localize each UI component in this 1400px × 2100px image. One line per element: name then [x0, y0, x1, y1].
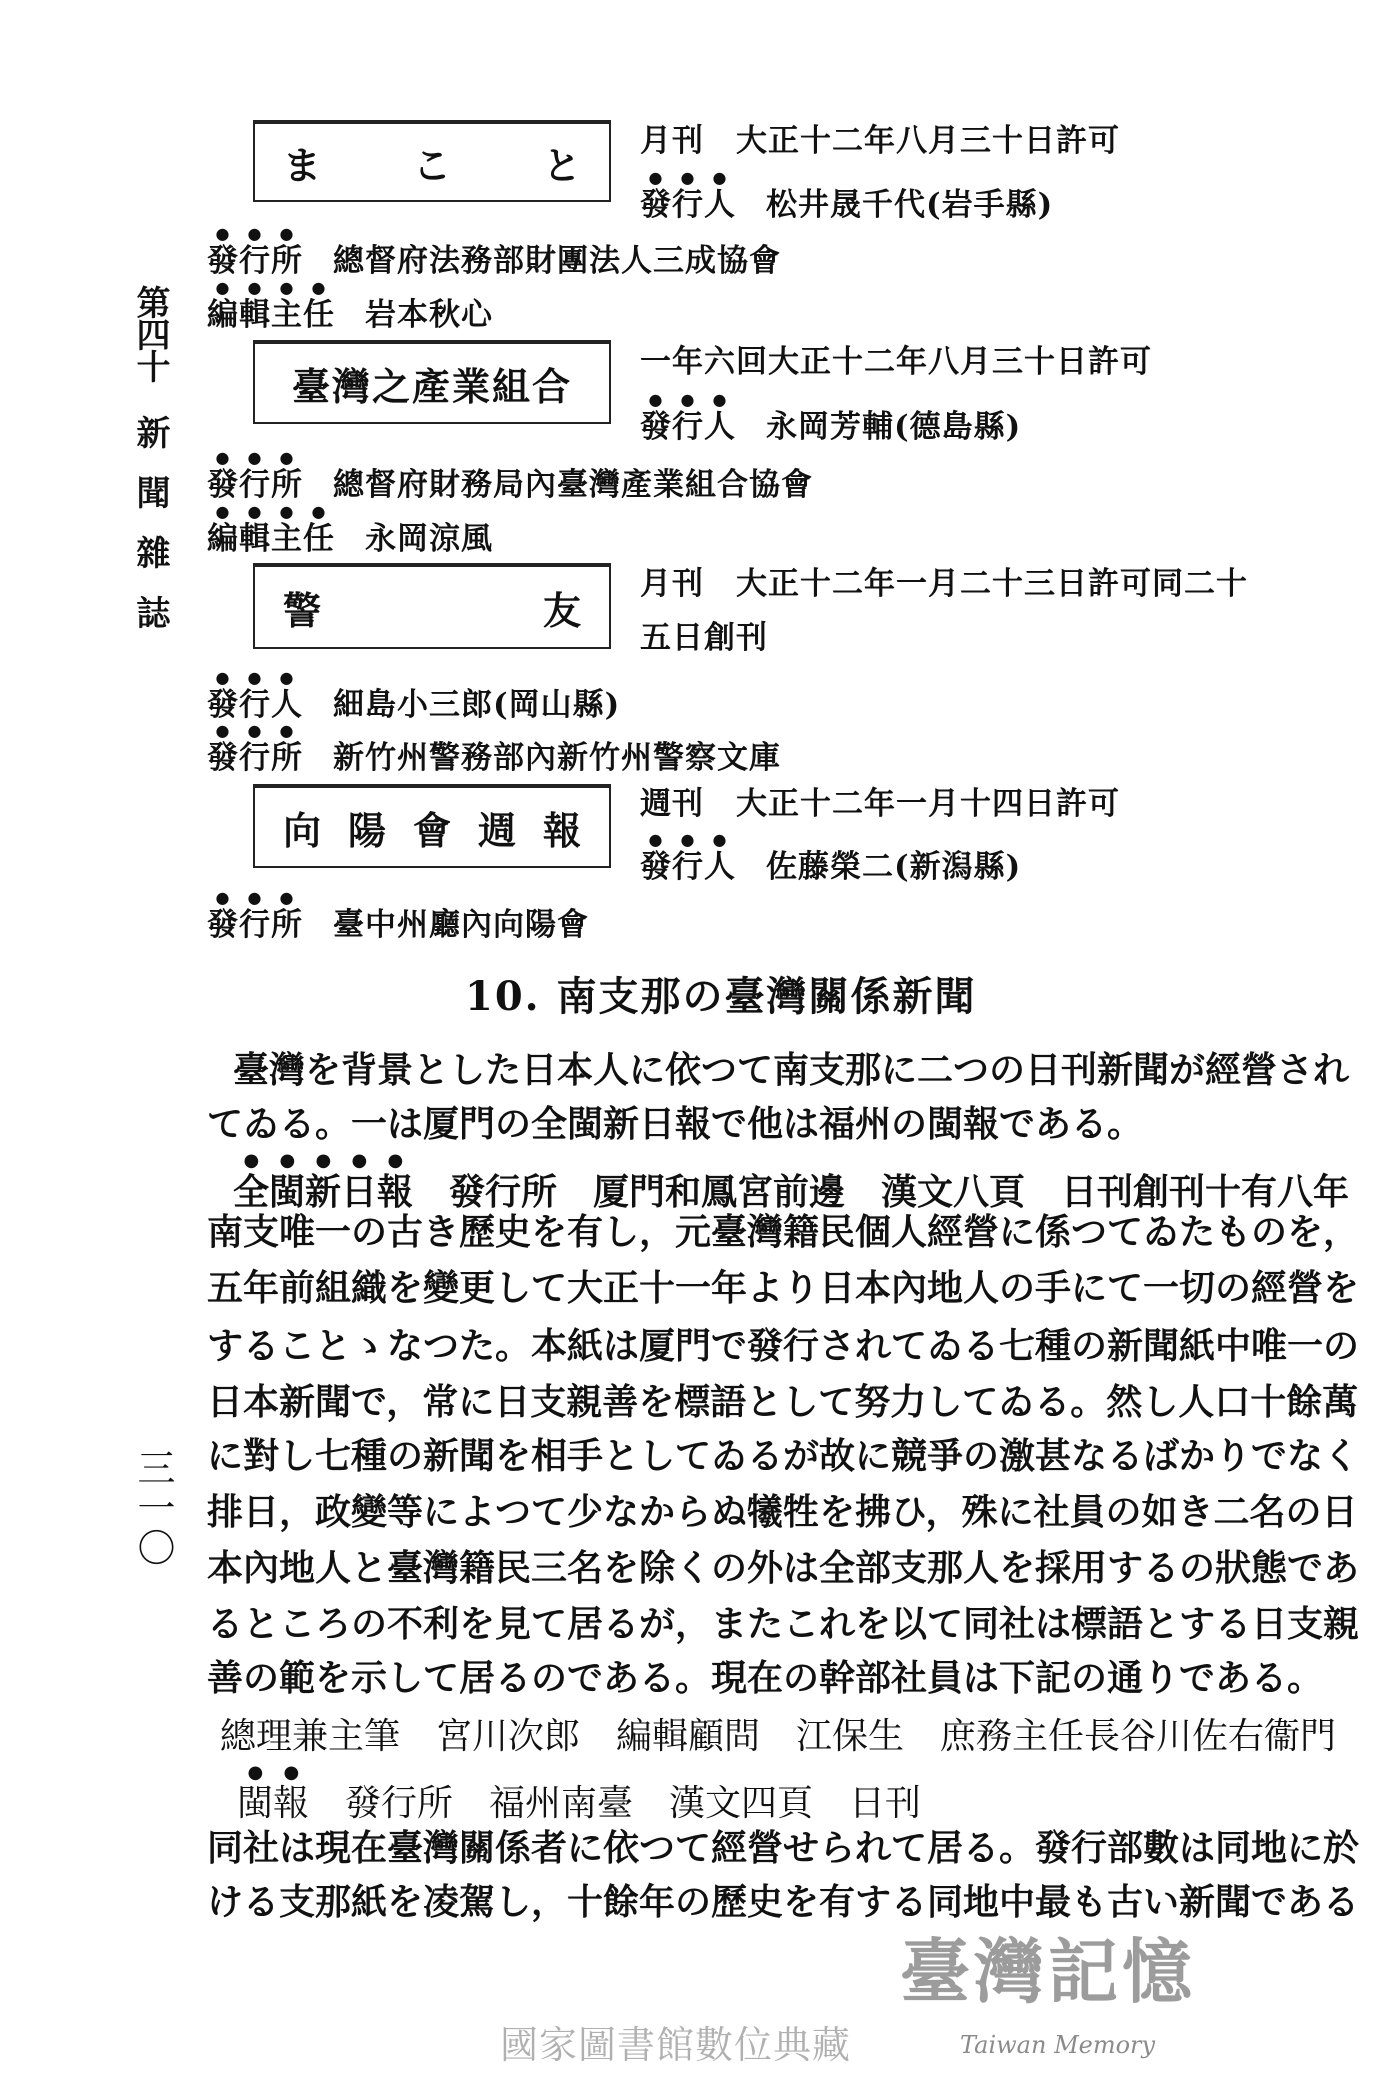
entry1-publisher: [640, 168, 1053, 224]
body-line: することゝなつた。本紙は厦門で發行されてゐる七種の新聞紙中唯一の: [207, 1325, 1360, 1367]
title-char: 週: [477, 807, 516, 853]
entry4-publisher: [640, 830, 1021, 886]
title-box-sangyo: [253, 340, 611, 424]
value: 永岡涼風: [365, 521, 493, 557]
body-line: 南支唯一の古き歷史を有し，元臺灣籍民個人經營に係つてゐたものを，: [207, 1211, 1360, 1253]
watermark-subtitle: Taiwan Memory: [960, 2031, 1156, 2059]
page-number: 三一〇: [131, 1448, 175, 1568]
label: 編輯主任: [207, 297, 335, 333]
title-char: 報: [542, 807, 581, 853]
value: 佐藤榮二(新潟縣): [766, 849, 1022, 885]
title-char: こ: [412, 142, 451, 188]
label: 發行所: [207, 907, 303, 943]
side-volume: 第四十: [130, 285, 170, 381]
value: 新竹州警務部內新竹州警察文庫: [333, 740, 781, 776]
entry4-permit: 週刊 大正十二年一月十四日許可: [640, 786, 1120, 822]
entry3-office: [207, 721, 781, 777]
body-line: 善の範を示して居るのである。現在の幹部社員は下記の通りである。: [207, 1657, 1324, 1699]
watermark-logo: 臺灣記憶: [900, 1930, 1196, 2013]
label: 發行所: [207, 740, 303, 776]
entry1-permit: 月刊 大正十二年八月三十日許可: [640, 123, 1120, 159]
label: 發行人: [207, 687, 303, 723]
body-line: るところの不利を見て居るが，またこれを以て同社は標語とする日支親: [207, 1603, 1360, 1645]
entry3-permit-cont: 五日創刊: [640, 620, 768, 656]
label: 編輯主任: [207, 521, 335, 557]
label: 發行所: [207, 467, 303, 503]
title-box-makoto: [253, 120, 611, 202]
staff-line: 總理兼主筆 宮川次郎 編輯顧問 江保生 庶務主任長谷川佐右衞門: [220, 1716, 1337, 1757]
value: 總督府財務局內臺灣產業組合協會: [333, 467, 813, 503]
emphasized-name: 閩報: [237, 1783, 310, 1824]
value: 永岡芳輔(德島縣): [766, 409, 1022, 445]
entry1-office: [207, 224, 781, 280]
title-char: 向: [283, 807, 322, 853]
footer-watermark: 國家圖書館數位典藏: [500, 2023, 852, 2067]
entry3-permit: 月刊 大正十二年一月二十三日許可同二十: [640, 566, 1248, 602]
body-line: 日本新聞で，常に日支親善を標語として努力してゐる。然し人口十餘萬: [207, 1381, 1359, 1423]
title-char: と: [542, 142, 581, 188]
label: 發行人: [640, 187, 736, 223]
title-box-koyokai: [253, 784, 611, 868]
entry2-editor: [207, 502, 493, 558]
title-box-keiyu: [253, 563, 611, 649]
entry4-office: [207, 888, 589, 944]
value: 岩本秋心: [365, 297, 493, 333]
body-line: 本內地人と臺灣籍民三名を除くの外は全部支那人を採用するの狀態であ: [207, 1547, 1360, 1589]
body-line: 排日，政變等によつて少なからぬ犧牲を拂ひ，殊に社員の如き二名の日: [207, 1491, 1358, 1533]
title-char: 警: [283, 587, 322, 633]
entry2-permit: 一年六回大正十二年八月三十日許可: [640, 344, 1152, 380]
body-line: に對し七種の新聞を相手としてゐるが故に競爭の激甚なるばかりでなく: [207, 1435, 1360, 1477]
entry3-publisher: [207, 668, 620, 724]
body-line: てゐる。一は厦門の全閩新日報で他は福州の閩報である。: [207, 1103, 1144, 1145]
body-text: 發行所 厦門和鳳宮前邊 漢文八頁 日刊創刊十有八年: [413, 1171, 1350, 1213]
side-section: 新聞雜誌: [130, 415, 170, 655]
label: 發行所: [207, 243, 303, 279]
body-line: ける支那紙を凌駕し，十餘年の歷史を有する同地中最も古い新聞である: [207, 1881, 1360, 1923]
title-char: 會: [412, 807, 451, 853]
value: 總督府法務部財團法人三成協會: [333, 243, 781, 279]
entry2-office: [207, 448, 813, 504]
title-char: 陽: [347, 807, 386, 853]
body-line: [237, 1762, 1299, 1826]
title-char: 友: [542, 587, 581, 633]
body-text: 發行所 福州南臺 漢文四頁 日刊: [309, 1783, 922, 1824]
value: 細島小三郎(岡山縣): [333, 687, 621, 723]
value: 松井晟千代(岩手縣): [766, 187, 1054, 223]
body-line: 臺灣を背景とした日本人に依つて南支那に二つの日刊新聞が經營され: [233, 1049, 1350, 1091]
body-line: 五年前組織を變更して大正十一年より日本內地人の手にて一切の經營を: [207, 1267, 1360, 1309]
value: 臺中州廳內向陽會: [333, 907, 589, 943]
title-text: 臺灣之產業組合: [291, 363, 572, 409]
section-title: 10. 南支那の臺灣關係新聞: [465, 973, 977, 1020]
label: 發行人: [640, 849, 736, 885]
title-char: ま: [283, 142, 322, 188]
entry1-editor: [207, 278, 493, 334]
label: 發行人: [640, 409, 736, 445]
body-line: 同社は現在臺灣關係者に依つて經營せられて居る。發行部數は同地に於: [207, 1827, 1360, 1869]
emphasized-name: 全閩新日報: [233, 1171, 414, 1213]
entry2-publisher: [640, 390, 1021, 446]
